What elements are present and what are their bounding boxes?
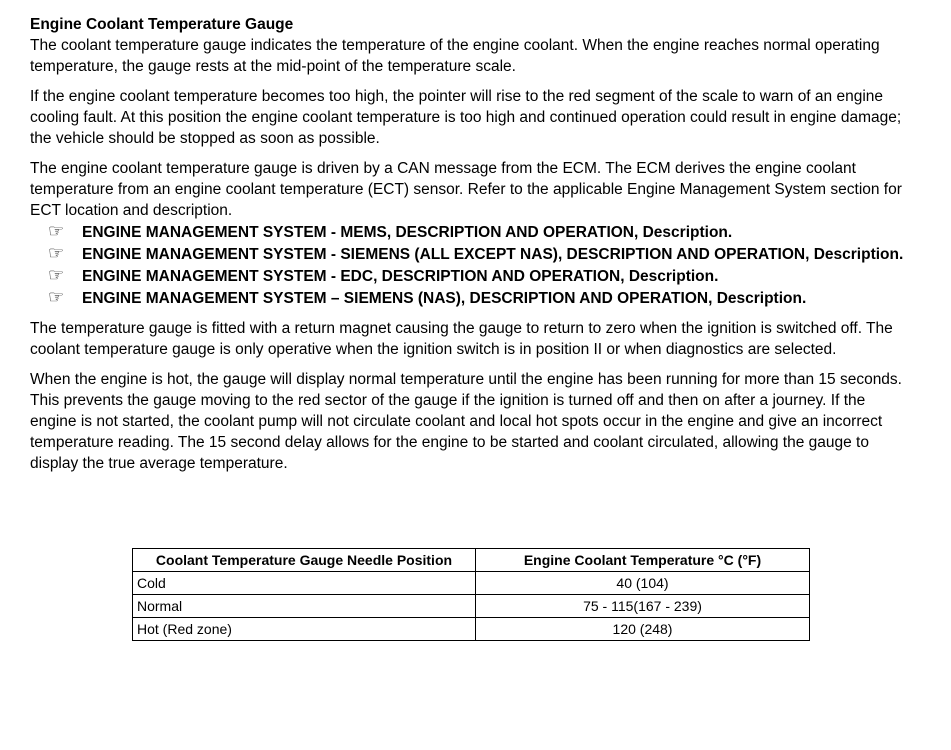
table-row <box>133 595 810 618</box>
table-cell-temperature: 40 (104) <box>476 572 810 595</box>
pointing-hand-icon: ☞ <box>48 221 65 241</box>
table-header-row <box>133 549 810 572</box>
cross-reference-text: ENGINE MANAGEMENT SYSTEM - MEMS, DESCRIPTION AND OPERATION, Description. <box>82 224 733 241</box>
can-message-section <box>30 158 916 309</box>
cross-reference-text: ENGINE MANAGEMENT SYSTEM - SIEMENS (ALL EXCEPT NAS), DESCRIPTION AND OPERATION, Description. <box>82 246 904 263</box>
table-row <box>133 618 810 641</box>
table-cell-temperature: 75 - 115(167 - 239) <box>476 595 810 618</box>
paragraph-can-message: The engine coolant temperature gauge is driven by a CAN message from the ECM. The ECM derives the engine coolant temperature from an engine coolant temperature (ECT) sensor. Refer to the applicable Engine Management System section for ECT location and description. <box>30 160 902 219</box>
pointing-hand-icon: ☞ <box>48 243 65 263</box>
cross-reference-link[interactable] <box>30 287 916 309</box>
paragraph-return-magnet: The temperature gauge is fitted with a return magnet causing the gauge to return to zero when the ignition is switched off. The coolant temperature gauge is only operative when the ignition switch is in position II or when diagnostics are selected. <box>30 320 893 358</box>
pointing-hand-icon: ☞ <box>48 287 65 307</box>
coolant-temperature-table <box>132 548 810 641</box>
document-page <box>30 14 916 483</box>
paragraph-overheat-warning: If the engine coolant temperature becomes too high, the pointer will rise to the red segment of the scale to warn of an engine cooling fault. At this position the engine coolant temperature is too high and continued operation could result in engine damage; the vehicle should be stopped as soon as possible. <box>30 88 902 147</box>
cross-reference-link[interactable] <box>30 243 916 265</box>
cross-reference-link[interactable] <box>30 265 916 287</box>
column-header-coolant-temperature: Engine Coolant Temperature °C (°F) <box>476 549 810 572</box>
table-cell-position: Cold <box>133 572 476 595</box>
paragraph-gauge-overview: The coolant temperature gauge indicates the temperature of the engine coolant. When the engine reaches normal operating temperature, the gauge rests at the mid-point of the temperature scale. <box>30 37 880 75</box>
table-cell-position: Normal <box>133 595 476 618</box>
pointing-hand-icon: ☞ <box>48 265 65 285</box>
cross-reference-link[interactable] <box>30 221 916 243</box>
table-row <box>133 572 810 595</box>
column-header-needle-position: Coolant Temperature Gauge Needle Position <box>133 549 476 572</box>
table-cell-temperature: 120 (248) <box>476 618 810 641</box>
section-heading: Engine Coolant Temperature Gauge <box>30 16 294 33</box>
cross-reference-text: ENGINE MANAGEMENT SYSTEM – SIEMENS (NAS), DESCRIPTION AND OPERATION, Description. <box>82 290 807 307</box>
table-cell-position: Hot (Red zone) <box>133 618 476 641</box>
cross-reference-text: ENGINE MANAGEMENT SYSTEM - EDC, DESCRIPTION AND OPERATION, Description. <box>82 268 719 285</box>
paragraph-hot-engine-delay: When the engine is hot, the gauge will display normal temperature until the engine has been running for more than 15 seconds. This prevents the gauge moving to the red sector of the gauge if the ignition is turned off and then on after a journey. If the engine is not started, the coolant pump will not circulate coolant and local hot spots occur in the engine and give an incorrect temperature reading. The 15 second delay allows for the engine to be started and coolant circulated, allowing the gauge to display the true average temperature. <box>30 371 902 472</box>
